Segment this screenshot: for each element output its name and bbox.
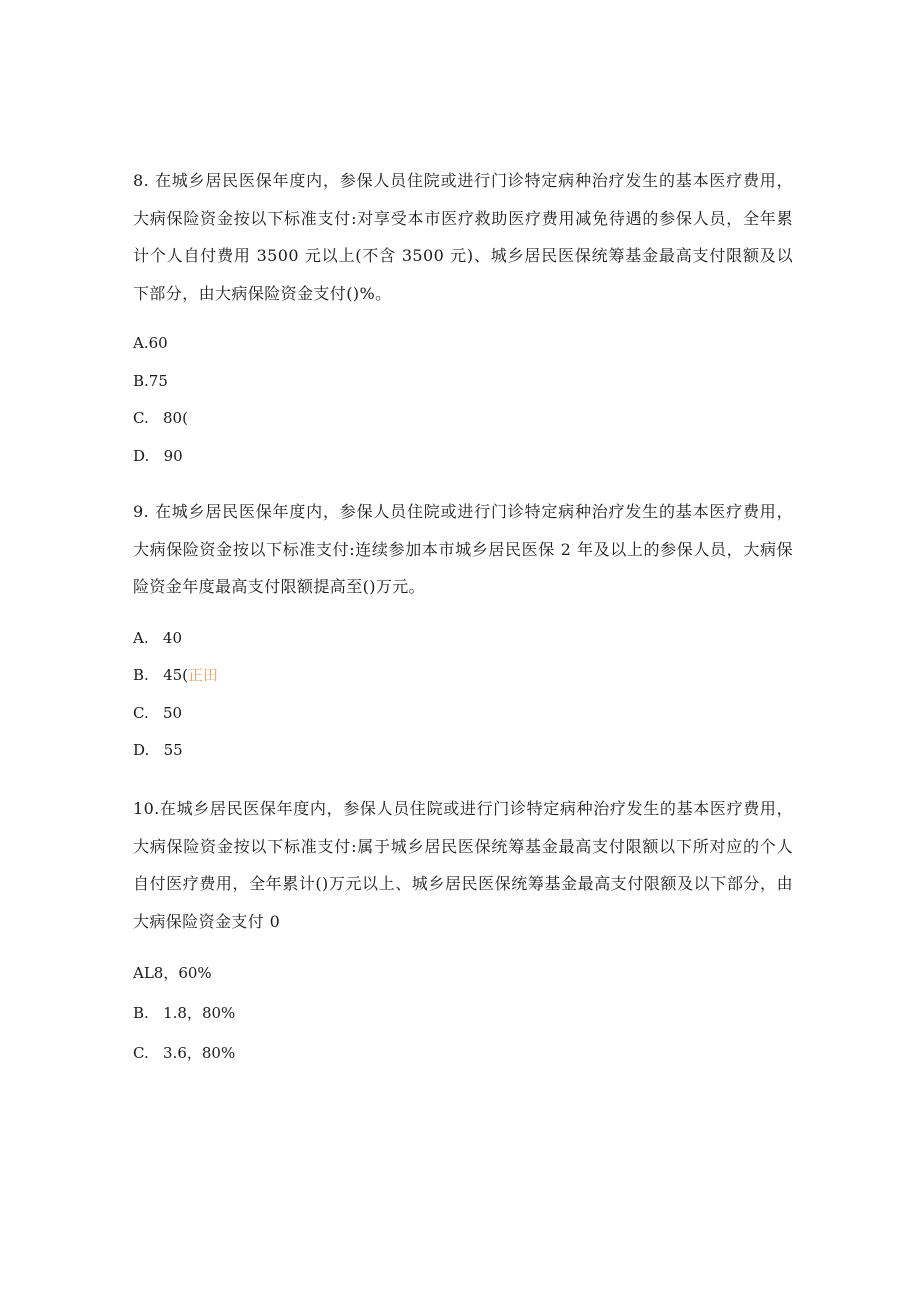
options-list (133, 325, 793, 475)
option-b: B.75 (133, 371, 168, 390)
option-b (133, 657, 793, 695)
question-stem: 8. 在城乡居民医保年度内，参保人员住院或进行门诊特定病种治疗发生的基本医疗费用，大病保险资金按以下标准支付:对享受本市医疗救助医疗费用减免待遇的参保人员，全年累计个人自付费用 3500 元以上(不含 3500 元)、城乡居民医保统筹基金最高支付限额及以下部分，由大病保险资金支付()%。 (133, 171, 793, 303)
option-c: C. 80( (133, 409, 188, 427)
option-c: C. 3.6，80% (133, 1044, 236, 1062)
question-stem: 9. 在城乡居民医保年度内，参保人员住院或进行门诊特定病种治疗发生的基本医疗费用，大病保险资金按以下标准支付:连续参加本市城乡居民医保 2 年及以上的参保人员，大病保险资金年度最高支付限额提高至()万元。 (133, 502, 793, 596)
question-8 (133, 162, 793, 475)
question-stem: 10.在城乡居民医保年度内，参保人员住院或进行门诊特定病种治疗发生的基本医疗费用，大病保险资金按以下标准支付:属于城乡居民医保统筹基金最高支付限额以下所对应的个人自付医疗费用，全年累计()万元以上、城乡居民医保统筹基金最高支付限额及以下部分，由大病保险资金支付 0 (133, 799, 793, 931)
options-list (133, 953, 793, 1073)
option-a: A. 40 (133, 628, 182, 647)
options-list (133, 620, 793, 770)
answer-marker: 正田 (188, 666, 219, 684)
option-a: A.60 (133, 334, 168, 352)
option-d: D. 90 (133, 446, 183, 465)
option-b-text: B. 45( (133, 666, 189, 684)
option-b: B. 1.8，80% (133, 1004, 236, 1022)
option-d: D. 55 (133, 741, 183, 759)
option-c: C. 50 (133, 703, 183, 722)
question-10 (133, 790, 793, 1073)
option-a: AL8，60% (133, 964, 212, 982)
question-9 (133, 493, 793, 770)
